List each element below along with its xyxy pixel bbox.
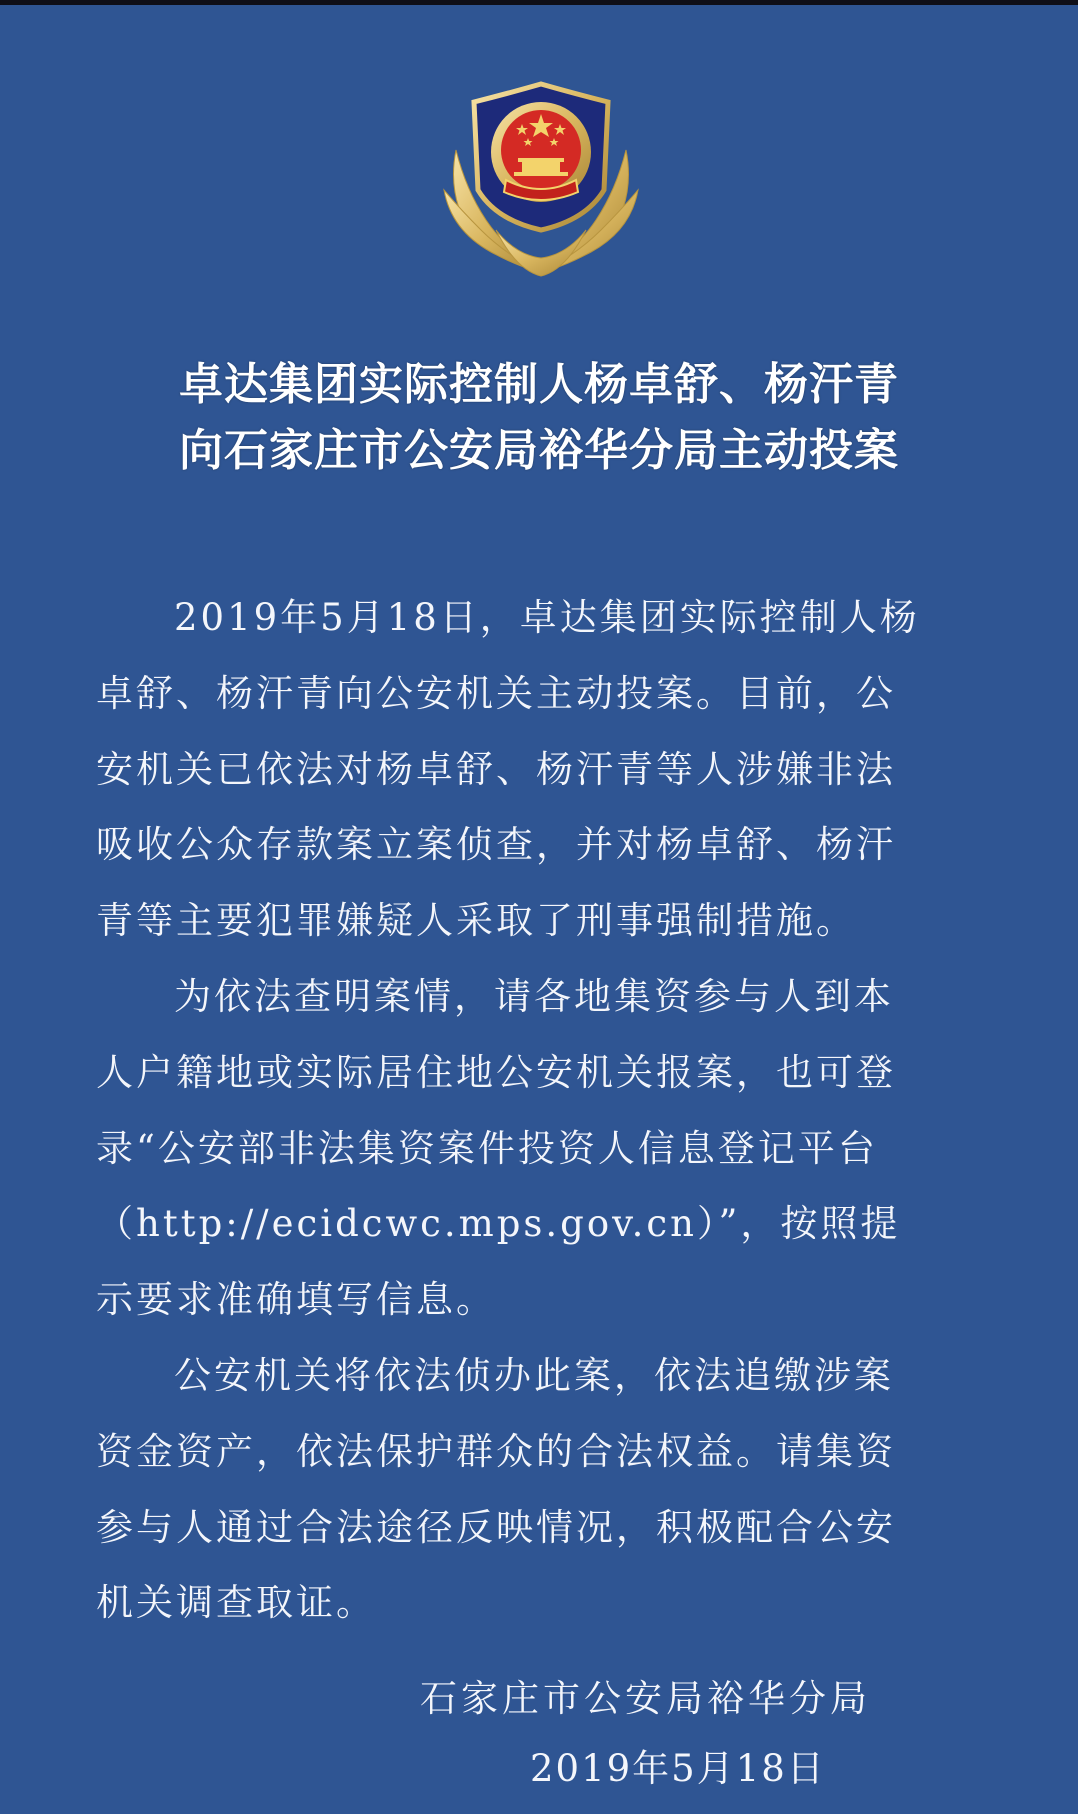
paragraph-line-url: （http://ecidcwc.mps.gov.cn）”，按照提: [96, 1202, 901, 1246]
paragraph-line: 卓舒、杨汗青向公安机关主动投案。目前，公: [96, 671, 896, 715]
paragraph-3: [96, 1338, 986, 1641]
signature-organization: 石家庄市公安局裕华分局: [420, 1677, 871, 1720]
paragraph-2: [96, 959, 986, 1338]
paragraph-line: 参与人通过合法途径反映情况，积极配合公安: [96, 1505, 896, 1549]
top-strip: [0, 0, 1078, 5]
signature-block: [420, 1664, 920, 1804]
paragraph-line: 机关调查取证。: [96, 1581, 376, 1625]
paragraph-line: 公安机关将依法侦办此案，依法追缴涉案: [174, 1353, 894, 1397]
paragraph-1: [96, 580, 986, 959]
paragraph-line: 资金资产，依法保护群众的合法权益。请集资: [96, 1429, 896, 1473]
paragraph-line: 示要求准确填写信息。: [96, 1278, 496, 1322]
title-line-2: 向石家庄市公安局裕华分局主动投案: [179, 425, 899, 476]
paragraph-line: 2019年5月18日，卓达集团实际控制人杨: [174, 596, 920, 639]
paragraph-line: 人户籍地或实际居住地公安机关报案，也可登: [96, 1050, 896, 1094]
police-emblem-icon: [436, 80, 646, 280]
document-body: [96, 580, 986, 1641]
paragraph-line: 为依法查明案情，请各地集资参与人到本: [174, 974, 894, 1018]
signature-date: 2019年5月18日: [530, 1747, 826, 1790]
document-title: [0, 352, 1078, 484]
paragraph-line: 录“公安部非法集资案件投资人信息登记平台: [96, 1126, 878, 1170]
paragraph-line: 青等主要犯罪嫌疑人采取了刑事强制措施。: [96, 899, 856, 943]
title-line-1: 卓达集团实际控制人杨卓舒、杨汗青: [179, 359, 899, 410]
paragraph-line: 吸收公众存款案立案侦查，并对杨卓舒、杨汗: [96, 823, 896, 867]
paragraph-line: 安机关已依法对杨卓舒、杨汗青等人涉嫌非法: [96, 747, 896, 791]
